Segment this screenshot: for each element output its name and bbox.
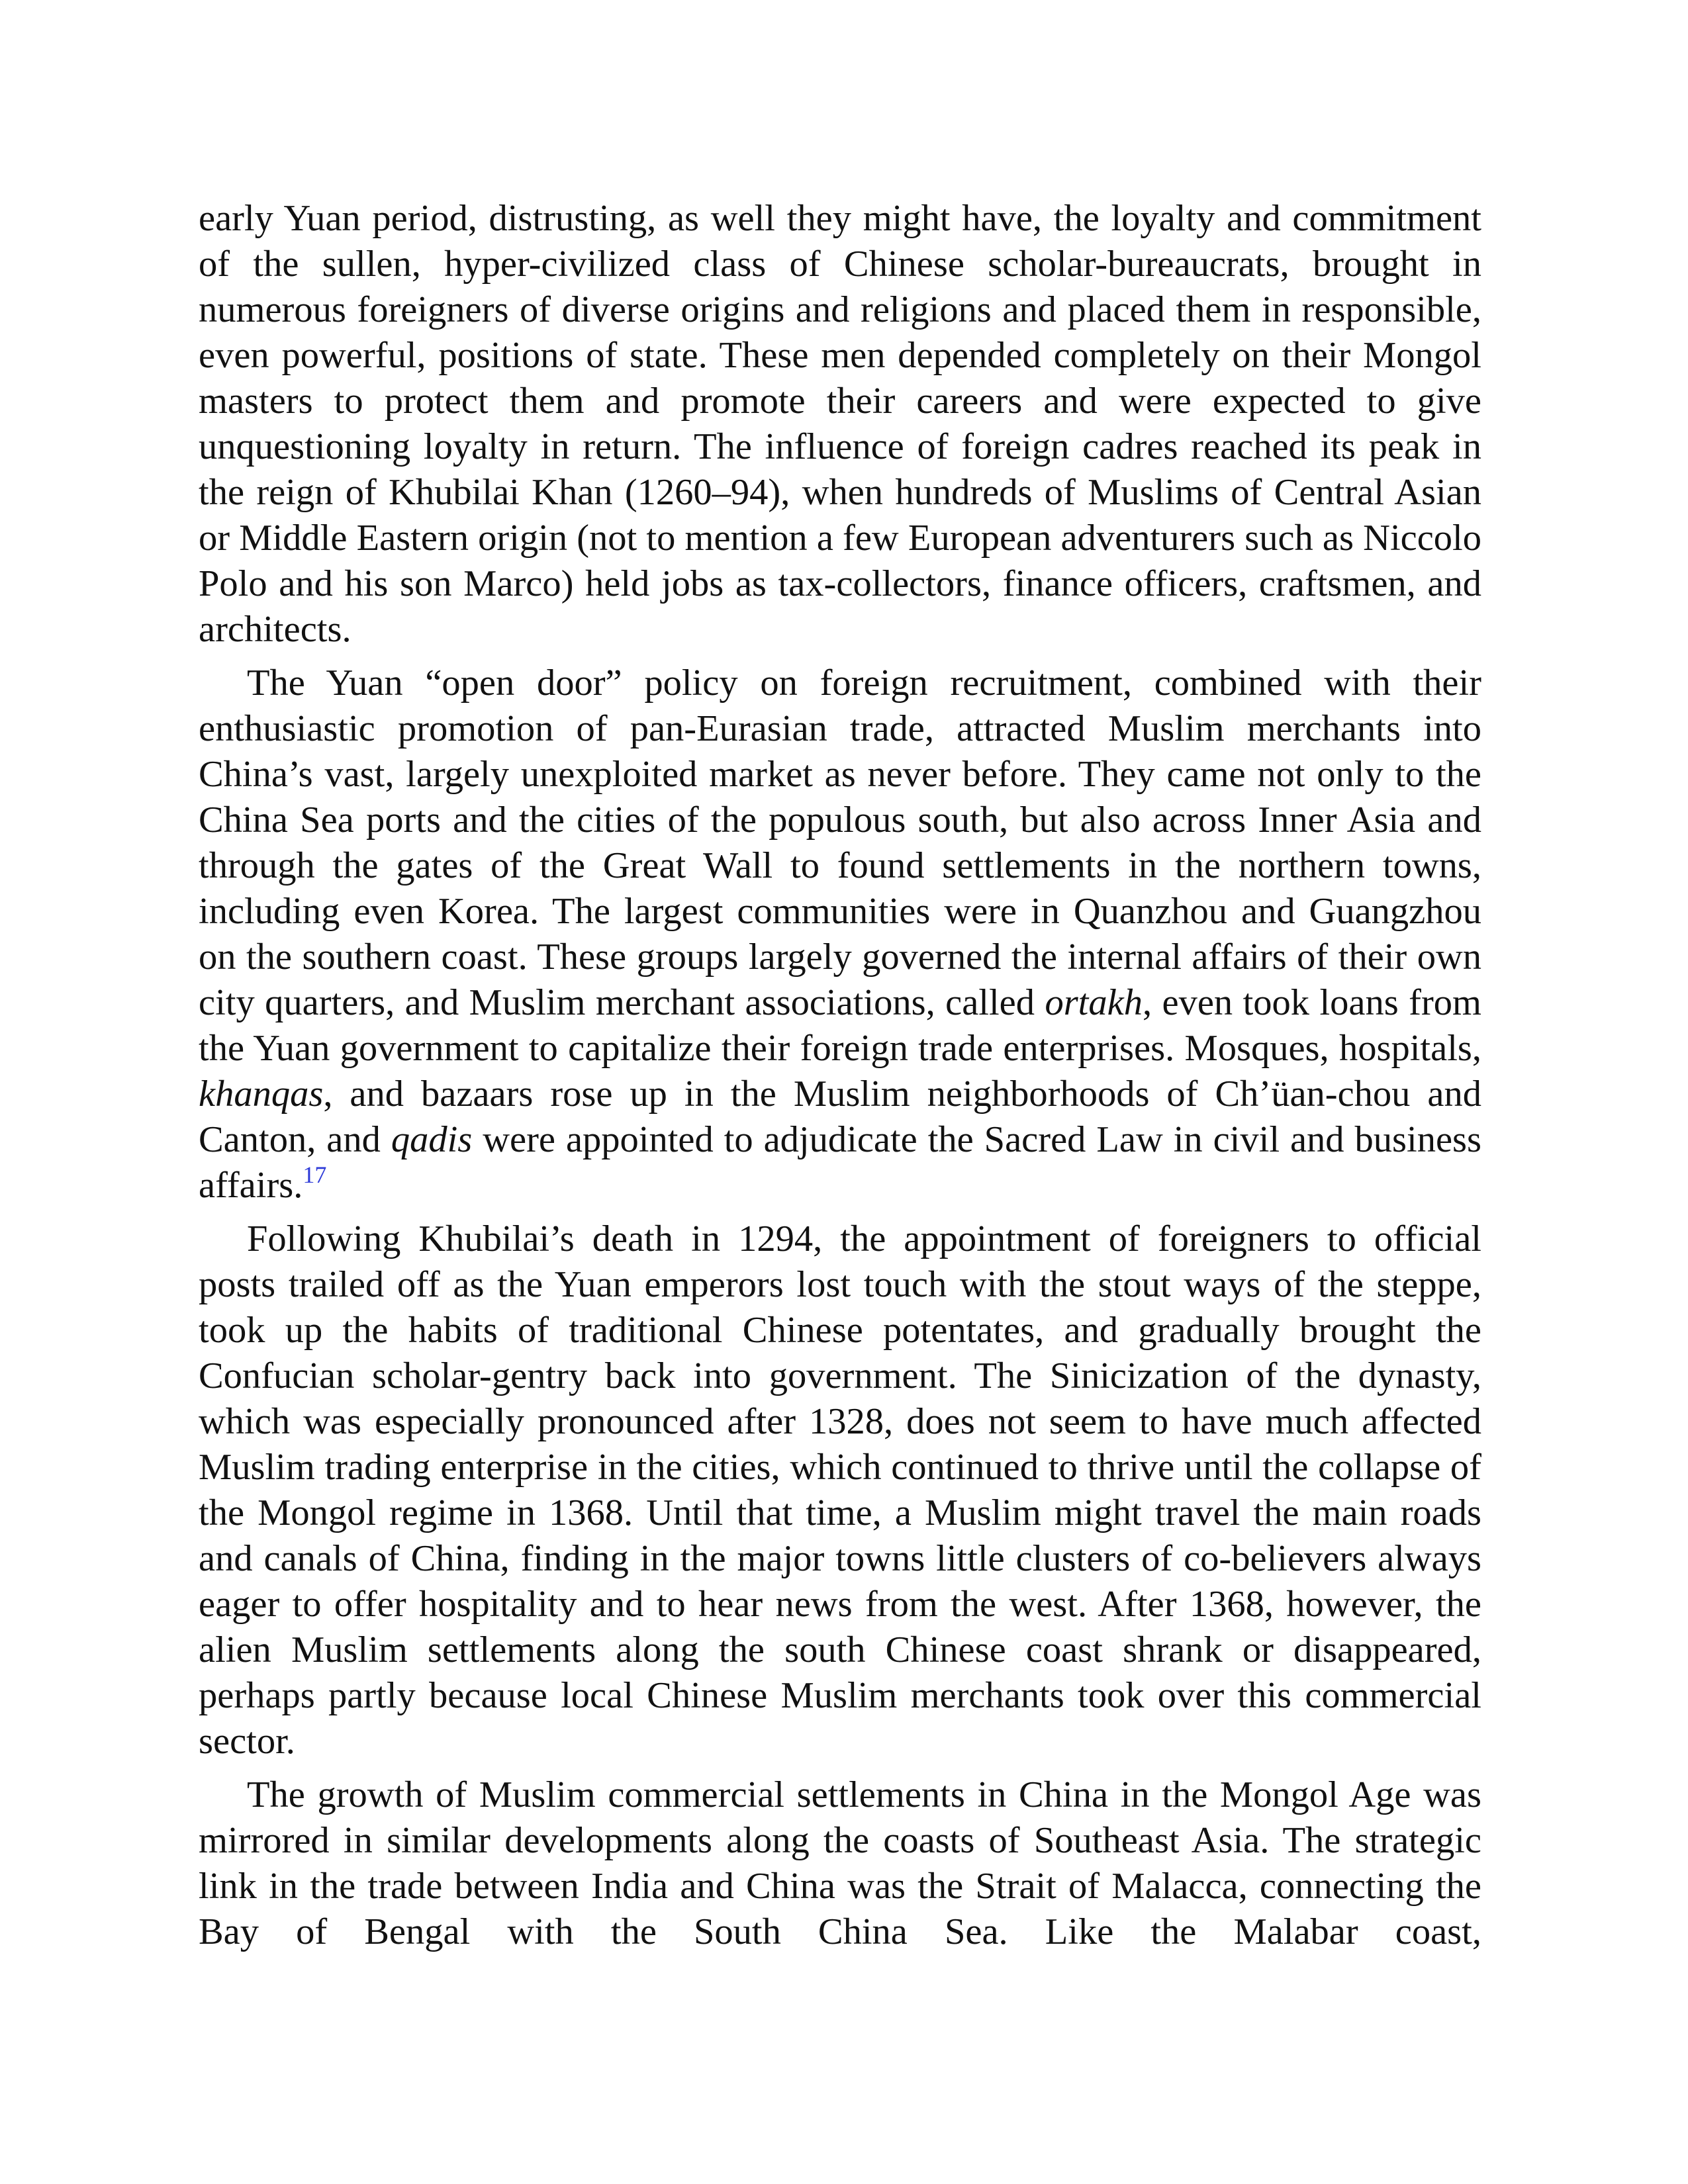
italic-term-ortakh: ortakh <box>1045 982 1143 1023</box>
text-run: were appointed to adjudicate the Sacred Law in civil and business affairs. <box>199 1119 1481 1206</box>
text-run: early Yuan period, distrusting, as well they might have, the loyalty and commitment of the sullen, hyper-civilized class of Chinese scholar-bureaucrats, brought in numerous foreigners of diverse origins and religions and placed them in responsible, even powerful, positions of state. These men depended completely on their Mongol masters to protect them and promote their careers and were expected to give unquestioning loyalty in return. The influence of foreign cadres reached its peak in the reign of Khubilai Khan (1260–94), when hundreds of Muslims of Central Asian or Middle Eastern origin (not to mention a few European adventurers such as Niccolo Polo and his son Marco) held jobs as tax-collectors, finance officers, craftsmen, and architects. <box>199 198 1481 650</box>
paragraph-3 <box>199 1216 1481 1764</box>
text-run: , even took loans from the Yuan government to capitalize their foreign trade enterprises. Mosques, hospitals, <box>199 982 1481 1069</box>
text-run: Following Khubilai’s death in 1294, the appointment of foreigners to official posts trailed off as the Yuan emperors lost touch with the stout ways of the steppe, took up the habits of traditional Chinese potentates, and gradually brought the Confucian scholar-gentry back into government. The Sinicization of the dynasty, which was especially pronounced after 1328, does not seem to have much affected Muslim trading enterprise in the cities, which continued to thrive until the collapse of the Mongol regime in 1368. Until that time, a Muslim might travel the main roads and canals of China, finding in the major towns little clusters of co-believers always eager to offer hospitality and to hear news from the west. After 1368, however, the alien Muslim settlements along the south Chinese coast shrank or disappeared, perhaps partly because local Chinese Muslim merchants took over this commercial sector. <box>199 1218 1481 1762</box>
paragraph-2 <box>199 660 1481 1208</box>
text-run: The growth of Muslim commercial settlements in China in the Mongol Age was mirrored in similar developments along the coasts of Southeast Asia. The strategic link in the trade between India and China was the Strait of Malacca, connecting the Bay of Bengal with the South China Sea. Like the Malabar coast, <box>199 1774 1481 1952</box>
italic-term-khanqas: khanqas <box>199 1073 324 1115</box>
text-run: The Yuan “open door” policy on foreign recruitment, combined with their enthusiastic promotion of pan-Eurasian trade, attracted Muslim merchants into China’s vast, largely unexploited market as never before. They came not only to the China Sea ports and the cities of the populous south, but also across Inner Asia and through the gates of the Great Wall to found settlements in the northern towns, including even Korea. The largest communities were in Quanzhou and Guangzhou on the southern coast. These groups largely governed the internal affairs of their own city quarters, and Muslim merchant associations, called <box>199 662 1481 1023</box>
paragraph-1 <box>199 196 1481 653</box>
paragraph-4 <box>199 1772 1481 1955</box>
footnote-link-17[interactable]: 17 <box>303 1161 327 1188</box>
body-text <box>199 196 1481 1963</box>
text-run: , and bazaars rose up in the Muslim neighborhoods of Ch’üan-chou and Canton, and <box>199 1073 1481 1160</box>
italic-term-qadis: qadis <box>391 1119 473 1160</box>
